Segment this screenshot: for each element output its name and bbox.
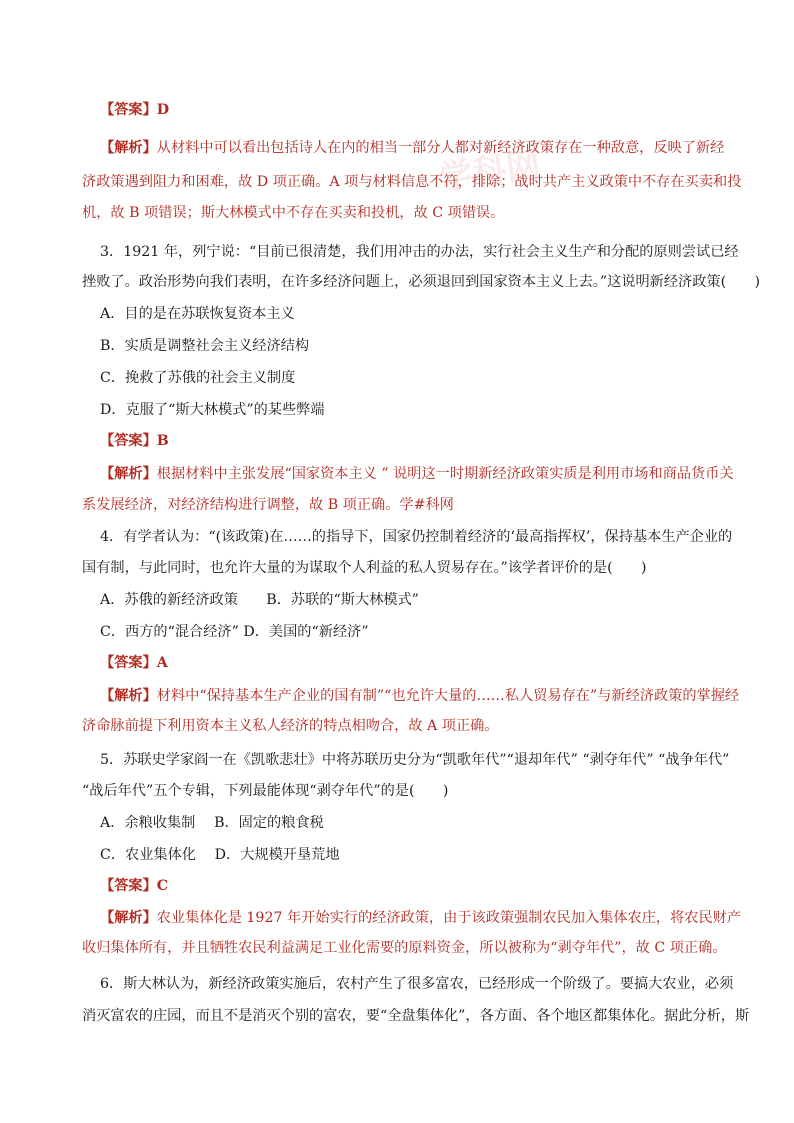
q3-stem-line-1: 3．1921 年，列宁说：“目前已很清楚，我们用冲击的办法，实行社会主义生产和分配的原则尝试已经 — [100, 244, 739, 260]
q4-stem-line-2: 国有制，与此同时，也允许大量的为谋取个人利益的私人贸易存在。”该学者评价的是( ) — [82, 560, 647, 576]
analysis-label: 【解析】 — [100, 140, 157, 156]
q5-option-cd: C．农业集体化 D．大规模开垦荒地 — [100, 847, 340, 863]
q4-analysis-line-1: 【解析】材料中“保持基本生产企业的国有制”“也允许大量的……私人贸易存在”与新经济政策的掌握经 — [100, 688, 740, 704]
q3-option-b: B．实质是调整社会主义经济结构 — [100, 338, 310, 354]
answer-value: C — [156, 878, 169, 894]
answer-value: A — [156, 655, 168, 671]
q3-option-d: D．克服了“斯大林模式”的某些弊端 — [100, 402, 325, 418]
q3-option-c: C．挽救了苏俄的社会主义制度 — [100, 370, 296, 386]
analysis-label: 【解析】 — [100, 466, 157, 482]
q3-answer — [100, 431, 169, 451]
q5-analysis-line-1: 【解析】农业集体化是 1927 年开始实行的经济政策，由于该政策强制农民加入集体农庄，将农民财产 — [100, 910, 742, 926]
q5-analysis-line-2: 收归集体所有，并且牺牲农民利益满足工业化需要的原料资金，所以被称为“剥夺年代”，故 C 项正确。 — [82, 940, 727, 956]
q6-stem-line-2: 消灭富农的庄园，而且不是消灭个别的富农，要“全盘集体化”，各方面、各个地区都集体化。据此分析，斯 — [82, 1008, 750, 1024]
q4-analysis-line-2: 济命脉前提下利用资本主义私人经济的特点相吻合，故 A 项正确。 — [82, 718, 499, 734]
answer-label: 【答案】 — [100, 655, 157, 671]
q3-option-a: A．目的是在苏联恢复资本主义 — [100, 306, 295, 322]
q4-answer — [100, 653, 168, 673]
q2-analysis-line-1: 【解析】从材料中可以看出包括诗人在内的相当一部分人都对新经济政策存在一种敌意，反映了新经 — [100, 140, 725, 156]
watermark: 学科网 — [436, 145, 543, 200]
q3-stem-line-2: 挫败了。政治形势向我们表明，在许多经济问题上，必须退回到国家资本主义上去。”这说明新经济政策( ) — [82, 274, 761, 290]
q3-analysis-line-1: 【解析】根据材料中主张发展“国家资本主义 ” 说明这一时期新经济政策实质是利用市场和商品货币关 — [100, 466, 734, 482]
answer-label: 【答案】 — [100, 102, 157, 118]
analysis-label: 【解析】 — [100, 688, 157, 704]
q5-stem-line-2: “战后年代”五个专辑，下列最能体现“剥夺年代”的是( ) — [82, 783, 449, 799]
q4-option-cd: C．西方的“混合经济” D．美国的“新经济” — [100, 624, 369, 640]
q2-analysis-line-3: 机，故 B 项错误；斯大林模式中不存在买卖和投机，故 C 项错误。 — [82, 205, 505, 221]
answer-label: 【答案】 — [100, 433, 157, 449]
q4-stem-line-1: 4．有学者认为：“(该政策)在……的指导下，国家仍控制着经济的‘最高指挥权’，保持基本生产企业的 — [100, 529, 733, 545]
answer-label: 【答案】 — [100, 878, 157, 894]
q5-stem-line-1: 5．苏联史学家阎一在《凯歌悲壮》中将苏联历史分为“凯歌年代”“退却年代” “剥夺年代” “战争年代” — [100, 752, 730, 768]
answer-value: B — [156, 433, 169, 449]
q2-analysis-line-2: 济政策遇到阻力和困难，故 D 项正确。A 项与材料信息不符，排除；战时共产主义政策中不存在买卖和投 — [82, 174, 742, 190]
q4-option-ab: A．苏俄的新经济政策 B．苏联的“斯大林模式” — [100, 592, 419, 608]
q5-answer — [100, 876, 168, 896]
analysis-label: 【解析】 — [100, 910, 157, 926]
q3-analysis-line-2: 系发展经济，对经济结构进行调整，故 B 项正确。学#科网 — [82, 497, 454, 513]
q6-stem-line-1: 6．斯大林认为，新经济政策实施后，农村产生了很多富农，已经形成一个阶级了。要搞大农业，必须 — [100, 976, 734, 992]
answer-value: D — [156, 102, 170, 118]
q5-option-ab: A．余粮收集制 B．固定的粮食税 — [100, 815, 324, 831]
q2-answer — [100, 100, 169, 120]
